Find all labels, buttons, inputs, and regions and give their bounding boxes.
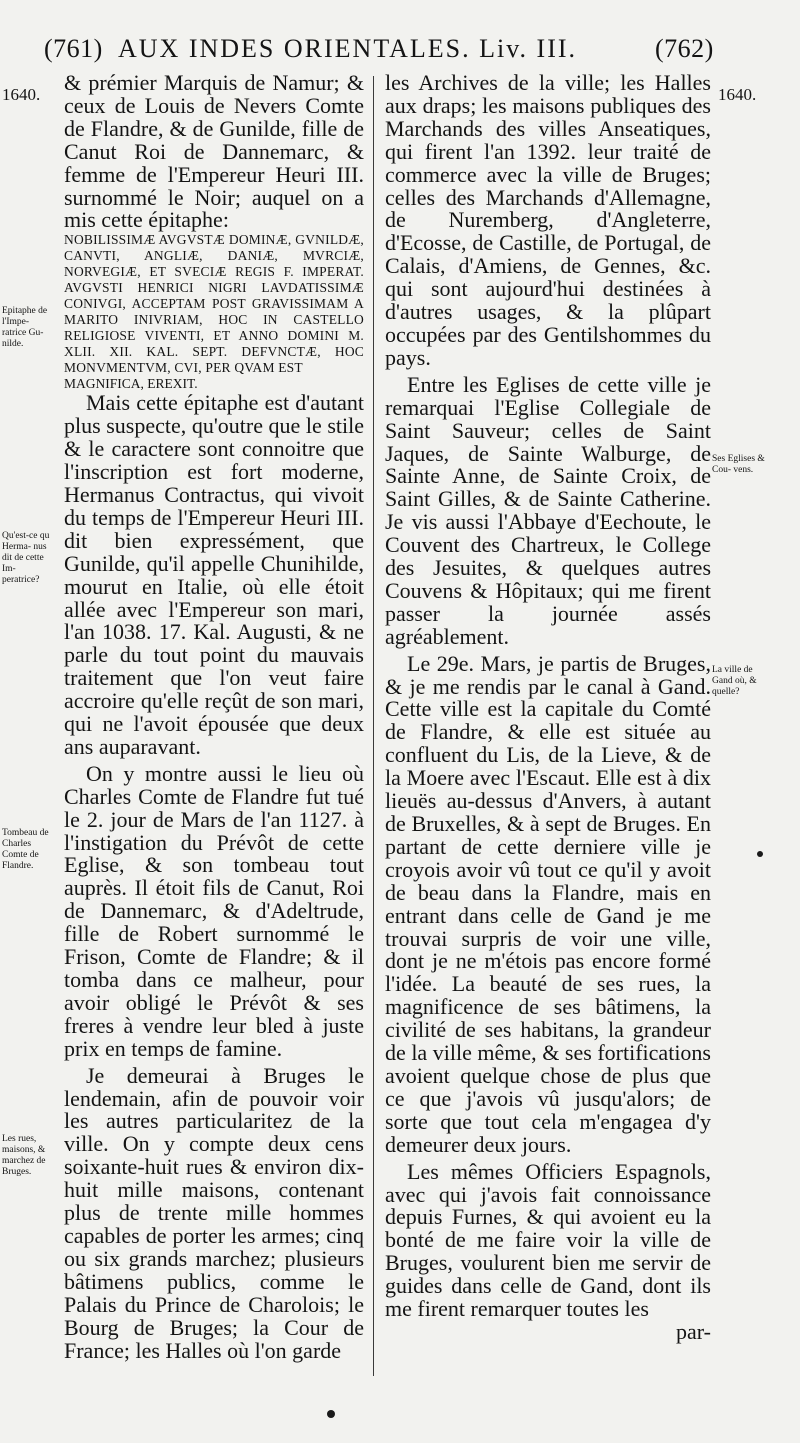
margin-note: La ville de Gand où, & quelle? (712, 665, 757, 697)
year-left: 1640. (2, 85, 41, 104)
ink-dot (327, 1410, 335, 1418)
paragraph: Je demeurai à Bruges le lendemain, afin de pouvoir voir les autres particularitez de la ville. On y compte deux cens soixante-huit rues & environ dix-huit mille maisons, contenant plus de trente mille hommes capables de porter les armes; cinq ou six grands marchez; plusieurs bâtimens publics, comme le Palais du Prince de Charolois; le Bourg de Bruges; la Cour de France; les Halles où l'on garde (64, 1062, 364, 1363)
paragraph: Entre les Eglises de cette ville je remarquai l'Eglise Collegiale de Saint Sauveur; celles de Saint Jaques, de Sainte Walburge, de Sainte Anne, de Sainte Croix, de Saint Gilles, & de Sainte Catherine. Je vis aussi l'Abbaye d'Eechoute, le Couvent des Chartreux, le College des Jesuites, & quelques autres Couvens & Hôpitaux; qui me firent passer la journée assés agréablement. (385, 371, 711, 649)
running-title: AUX INDES ORIENTALES. Liv. III. (118, 34, 578, 63)
margin-note: Qu'est-ce qu Herma- nus dit de cette Im- peratrice? (2, 531, 50, 585)
column-divider (373, 76, 374, 1376)
paragraph: les Archives de la ville; les Halles aux draps; les maisons publiques des Marchands des villes Anseatiques, qui firent l'an 1392. leur traité de commerce avec la ville de Bruges; celles des Marchands d'Allemagne, de Nuremberg, d'Angleterre, d'Ecosse, de Castille, de Portugal, de Calais, d'Amiens, de Gennes, &c. qui sont aujourd'hui destinées à d'autres usages, & la plûpart occupées par des Gentilshommes du pays. (385, 70, 711, 370)
paragraph: Les mêmes Officiers Espagnols, avec qui j'avois fait connoissance depuis Furnes, & qui avoient eu la bonté de me faire voir la ville de Bruges, voulurent bien me servir de guides dans celle de Gand, dont ils me firent remarquer toutes les (385, 1158, 711, 1322)
paragraph: & prémier Marquis de Namur; & ceux de Louis de Nevers Comte de Flandre, & de Gunilde, fille de Canut Roi de Dannemarc, & femme de l'Empereur Heuri III. surnommé le Noir; auquel on a mis cette épitaphe: (64, 70, 364, 233)
paragraph: On y montre aussi le lieu où Charles Comte de Flandre fut tué le 2. jour de Mars de l'an 1127. à l'instigation du Prévôt de cette Eglise, & son tombeau tout auprès. Il étoit fils de Canut, Roi de Dannemarc, & d'Adeltrude, fille de Robert surnommé le Frison, Comte de Flandre; & il tomba dans ce malheur, pour avoir obligé le Prévôt & ses freres à vendre leur bled à juste prix en temps de famine. (64, 760, 364, 1061)
page-number-right: (762) (655, 34, 714, 63)
margin-note: Tombeau de Charles Comte de Flandre. (2, 828, 49, 871)
epitaph: NOBILISSIMÆ AVGVSTÆ DOMINÆ, GVNILDÆ, CANVTI, ANGLIÆ, DANIÆ, MVRCIÆ, NORVEGIÆ, ET SVECIÆ REGIS F. IMPERAT. AVGVSTI HENRICI NIGRI LAVDATISSIMÆ CONIVGI, ACCEPTAM POST GRAVISSIMAM A MARITO INIVRIAM, HOC IN CASTELLO RELIGIOSE VIVENTI, ET ANNO DOMINI M. XLII. XII. KAL. SEPT. DEFVNCTÆ, HOC MONVMENTVM, CVI, PER QVAM EST (64, 232, 364, 376)
paragraph: Mais cette épitaphe est d'autant plus suspecte, qu'outre que le stile & le caractere sont connoitre que l'inscription est fort moderne, Hermanus Contractus, qui vivoit du temps de l'Empereur Heuri III. dit bien expressément, que Gunilde, qu'il appelle Chunihilde, mourut en Italie, où elle étoit allée avec l'Empereur son mari, l'an 1038. 17. Kal. Augusti, & ne parle du tout point du mauvais traitement que l'on veut faire accroire qu'elle reçût de son mari, qui ne l'avoit épousée que deux ans auparavant. (64, 390, 364, 759)
year-right: 1640. (718, 85, 757, 104)
margin-note: Les rues, maisons, & marchez de Bruges. (2, 1134, 46, 1177)
ink-dot (757, 851, 763, 857)
right-column (385, 72, 711, 1344)
page-number-left: (761) (44, 34, 103, 63)
paragraph: Le 29e. Mars, je partis de Bruges, & je me rendis par le canal à Gand. Cette ville est la capitale du Comté de Flandre, & elle est située au confluent du Lis, de la Lieve, & de la Moere avec l'Escaut. Elle est à dix lieuës au-dessus d'Anvers, à autant de Bruxelles, & à sept de Bruges. En partant de cette derniere ville je croyois avoir vû tout ce qu'il y avoit de beau dans la Flandre, mais en entrant dans celle de Gand je me trouvai surpris de voir une ville, dont je ne m'étois pas encore formé l'idée. La beauté de ses rues, la magnificence de ses bâtimens, la civilité de ses habitans, la grandeur de la ville même, & ses fortifications avoient quelque chose de plus que ce que j'avois vû jusqu'alors; de sorte que tout cela m'engagea d'y demeurer deux jours. (385, 650, 711, 1157)
catchword: par- (676, 1318, 711, 1344)
epitaph-end: MAGNIFICA, EREXIT. (64, 376, 198, 392)
margin-note: Epitaphe de l'Impe- ratrice Gu- nilde. (2, 306, 48, 349)
margin-note: Ses Eglises & Cou- vens. (712, 454, 765, 475)
left-column (64, 72, 364, 1362)
